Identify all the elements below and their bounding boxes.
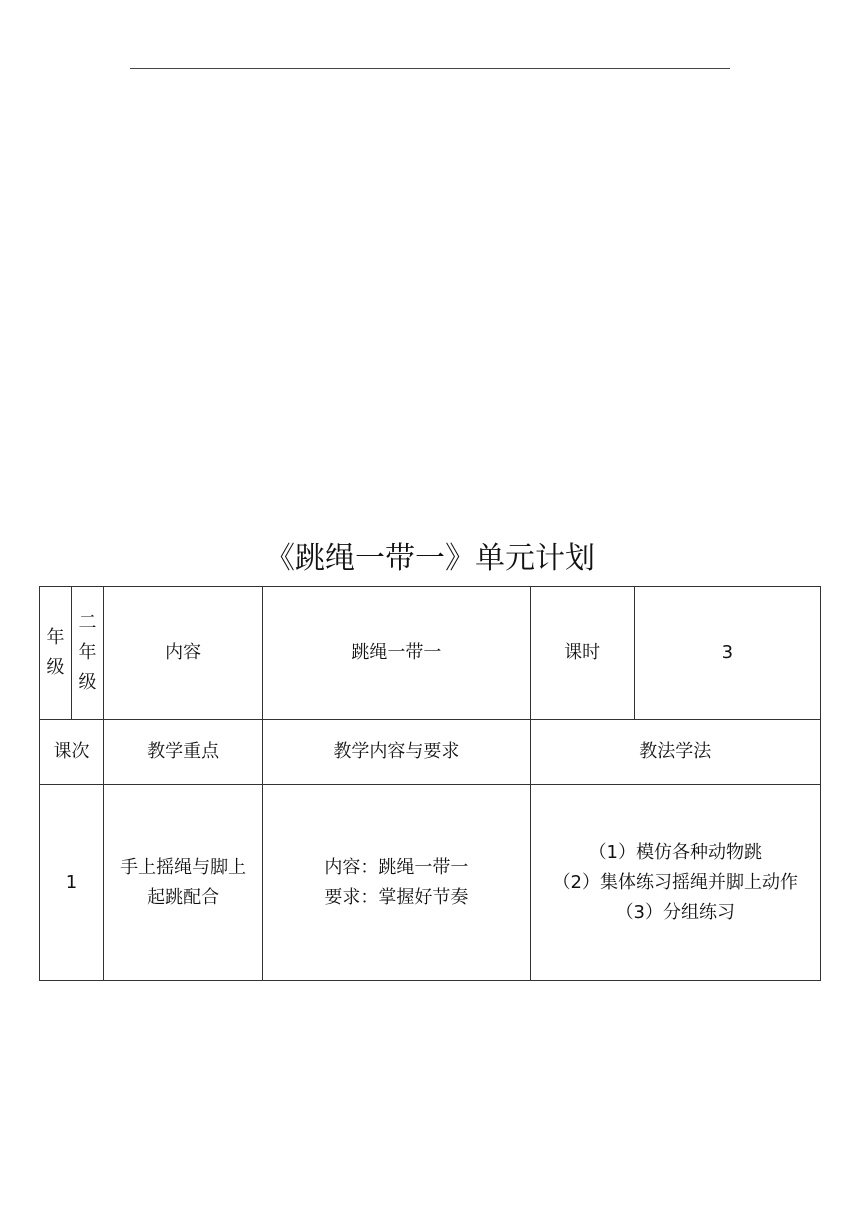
content-value-cell: 跳绳一带一 bbox=[263, 587, 530, 720]
key-points-line: 手上摇绳与脚上 bbox=[120, 856, 247, 878]
header-content-req: 教学内容与要求 bbox=[263, 720, 530, 785]
hours-value-cell: 3 bbox=[634, 587, 820, 720]
header-key-points: 教学重点 bbox=[104, 720, 263, 785]
grade-value-line: 年 bbox=[78, 642, 97, 663]
content-line: 内容：跳绳一带一 bbox=[324, 856, 469, 878]
table-row bbox=[40, 785, 821, 981]
grade-value-line: 二 bbox=[78, 612, 97, 633]
key-points-cell bbox=[104, 785, 263, 981]
method-item: （1）模仿各种动物跳 bbox=[588, 841, 763, 863]
grade-label-line: 级 bbox=[46, 657, 65, 678]
document-title: 《跳绳一带一》单元计划 bbox=[265, 541, 595, 576]
content-req-cell bbox=[263, 785, 530, 981]
method-item: （2）集体练习摇绳并脚上动作 bbox=[552, 871, 799, 893]
header-lesson-no: 课次 bbox=[40, 720, 104, 785]
table-header-row bbox=[40, 720, 821, 785]
requirement-line: 要求：掌握好节奏 bbox=[324, 886, 469, 908]
key-points-line: 起跳配合 bbox=[147, 886, 220, 908]
grade-value-cell bbox=[72, 587, 104, 720]
content-label-cell: 内容 bbox=[104, 587, 263, 720]
method-item: （3）分组练习 bbox=[615, 901, 736, 923]
header-rule bbox=[130, 68, 730, 69]
grade-value-line: 级 bbox=[78, 672, 97, 693]
header-methods: 教法学法 bbox=[530, 720, 820, 785]
hours-label-cell: 课时 bbox=[530, 587, 634, 720]
lesson-no-cell: 1 bbox=[40, 785, 104, 981]
grade-label-line: 年 bbox=[46, 627, 65, 648]
methods-cell bbox=[530, 785, 820, 981]
table-row-info bbox=[40, 587, 821, 720]
grade-label-cell bbox=[40, 587, 72, 720]
unit-plan-table bbox=[39, 586, 821, 981]
